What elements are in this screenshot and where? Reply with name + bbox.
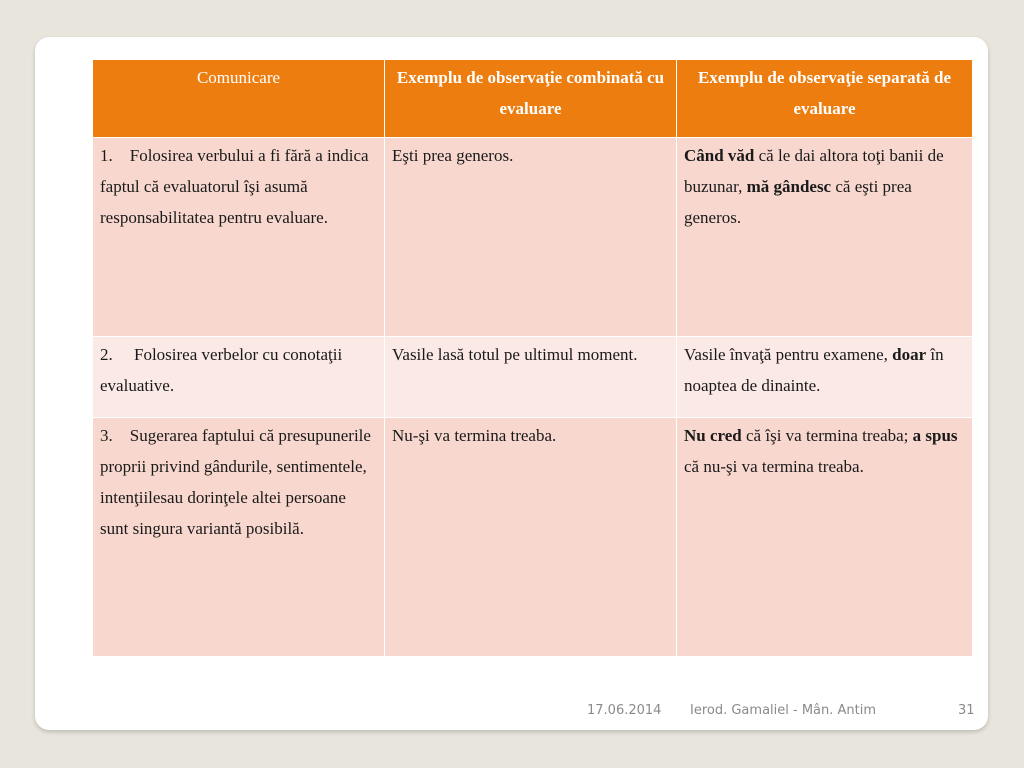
communication-cell	[93, 138, 385, 337]
row-number: 2.	[100, 345, 113, 364]
separate-text: că îşi va termina treaba;	[741, 426, 913, 445]
comparison-table	[92, 59, 973, 657]
table-row	[93, 337, 973, 418]
communication-text: Folosirea verbului a fi fără a indica faptul că evaluatorul îşi asumă responsabilitatea pentru evaluare.	[100, 146, 369, 227]
separate-text: că eşti prea generos.	[684, 177, 912, 227]
separate-cell	[677, 337, 973, 418]
communication-text: Folosirea verbelor cu conotaţii evaluative.	[100, 345, 343, 395]
combined-cell: Eşti prea generos.	[385, 138, 677, 337]
table-header-row	[93, 60, 973, 138]
row-number: 3.	[100, 426, 113, 445]
row-number: 1.	[100, 146, 113, 165]
separate-text-bold: doar	[892, 345, 927, 364]
footer-author: Ierod. Gamaliel - Mân. Antim	[690, 703, 877, 718]
header-communication: Comunicare	[93, 60, 385, 138]
footer-date: 17.06.2014	[587, 703, 662, 718]
separate-text: că le dai altora toţi banii de buzunar,	[684, 146, 944, 196]
slide	[35, 37, 988, 730]
separate-text: Vasile învaţă pentru examene,	[684, 345, 893, 364]
footer-page-number: 31	[958, 703, 975, 718]
separate-text: că nu-şi va termina treaba.	[684, 457, 864, 476]
separate-text: în noaptea de dinainte.	[684, 345, 944, 395]
combined-cell: Vasile lasă totul pe ultimul moment.	[385, 337, 677, 418]
separate-cell	[677, 138, 973, 337]
communication-text: Sugerarea faptului că presupunerile proprii privind gândurile, sentimentele, intenţiilesau dorinţele altei persoane sunt singura variantă posibilă.	[100, 426, 371, 538]
separate-cell	[677, 418, 973, 657]
separate-text-bold: Când văd	[684, 146, 755, 165]
separate-text-bold: mă gândesc	[746, 177, 832, 196]
communication-cell	[93, 418, 385, 657]
communication-cell	[93, 337, 385, 418]
header-combined-example: Exemplu de observaţie combinată cu evaluare	[385, 60, 677, 138]
separate-text-bold: Nu cred	[684, 426, 742, 445]
table-row	[93, 138, 973, 337]
header-separate-example: Exemplu de observaţie separată de evaluare	[677, 60, 973, 138]
table-row	[93, 418, 973, 657]
combined-cell: Nu-şi va termina treaba.	[385, 418, 677, 657]
separate-text-bold: a spus	[912, 426, 958, 445]
